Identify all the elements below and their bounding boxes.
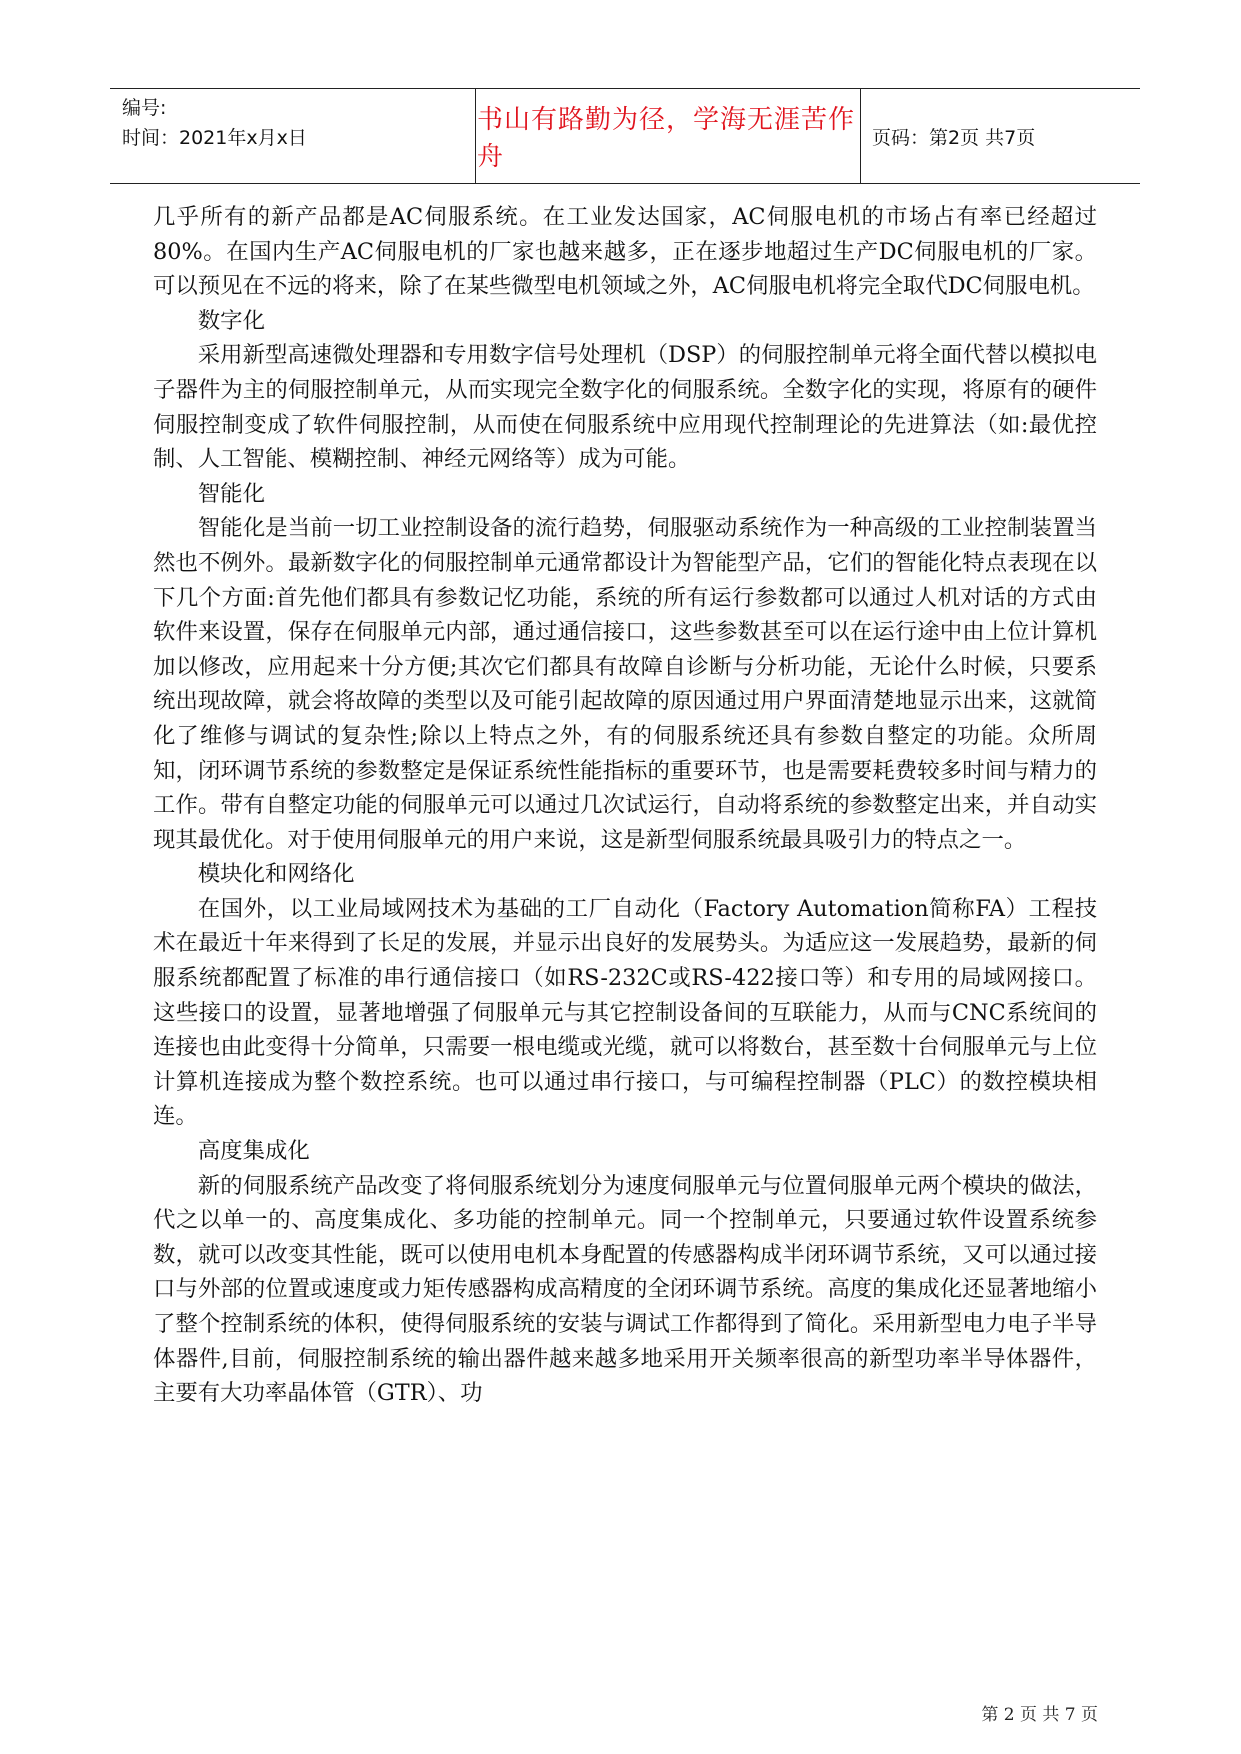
document-body bbox=[153, 200, 1097, 1411]
body-paragraph: 新的伺服系统产品改变了将伺服系统划分为速度伺服单元与位置伺服单元两个模块的做法，代之以单一的、高度集成化、多功能的控制单元。同一个控制单元，只要通过软件设置系统参数，就可以改变其性能，既可以使用电机本身配置的传感器构成半闭环调节系统，又可以通过接口与外部的位置或速度或力矩传感器构成高精度的全闭环调节系统。高度的集成化还显著地缩小了整个控制系统的体积，使得伺服系统的安装与调试工作都得到了简化。采用新型电力电子半导体器件,目前，伺服控制系统的输出器件越来越多地采用开关频率很高的新型功率半导体器件，主要有大功率晶体管（GTR）、功 bbox=[153, 1172, 1097, 1407]
body-paragraph: 采用新型高速微处理器和专用数字信号处理机（DSP）的伺服控制单元将全面代替以模拟电子器件为主的伺服控制单元，从而实现完全数字化的伺服系统。全数字化的实现，将原有的硬件伺服控制变成了软件伺服控制，从而使在伺服系统中应用现代控制理论的先进算法（如:最优控制、人工智能、模糊控制、神经元网络等）成为可能。 bbox=[153, 342, 1097, 473]
section-heading-modular-network: 模块化和网络化 bbox=[197, 861, 355, 888]
header-divider bbox=[475, 89, 476, 183]
document-date-label: 时间：2021年x月x日 bbox=[122, 127, 307, 149]
section-heading-intelligence: 智能化 bbox=[197, 480, 265, 507]
section-heading-digitalization: 数字化 bbox=[197, 307, 265, 334]
header-divider bbox=[860, 89, 861, 183]
header-meta bbox=[122, 93, 462, 153]
page-header bbox=[110, 88, 1140, 184]
section-heading-integration: 高度集成化 bbox=[197, 1138, 310, 1165]
document-number-label: 编号: bbox=[122, 97, 167, 119]
header-motto: 书山有路勤为径，学海无涯苦作舟 bbox=[477, 105, 856, 172]
body-paragraph: 智能化是当前一切工业控制设备的流行趋势，伺服驱动系统作为一种高级的工业控制装置当然也不例外。最新数字化的伺服控制单元通常都设计为智能型产品，它们的智能化特点表现在以下几个方面:首先他们都具有参数记忆功能，系统的所有运行参数都可以通过人机对话的方式由软件来设置，保存在伺服单元内部，通过通信接口，这些参数甚至可以在运行途中由上位计算机加以修改，应用起来十分方便;其次它们都具有故障自诊断与分析功能，无论什么时候，只要系统出现故障，就会将故障的类型以及可能引起故障的原因通过用户界面清楚地显示出来，这就简化了维修与调试的复杂性;除以上特点之外，有的伺服系统还具有参数自整定的功能。众所周知，闭环调节系统的参数整定是保证系统性能指标的重要环节，也是需要耗费较多时间与精力的工作。带有自整定功能的伺服单元可以通过几次试运行，自动将系统的参数整定出来，并自动实现其最优化。对于使用伺服单元的用户来说，这是新型伺服系统最具吸引力的特点之一。 bbox=[153, 515, 1097, 853]
body-paragraph: 在国外，以工业局域网技术为基础的工厂自动化（Factory Automation简称FA）工程技术在最近十年来得到了长足的发展，并显示出良好的发展势头。为适应这一发展趋势，最新的伺服系统都配置了标准的串行通信接口（如RS-232C或RS-422接口等）和专用的局域网接口。这些接口的设置，显著地增强了伺服单元与其它控制设备间的互联能力，从而与CNC系统间的连接也由此变得十分简单，只需要一根电缆或光缆，就可以将数台，甚至数十台伺服单元与上位计算机连接成为整个数控系统。也可以通过串行接口，与可编程控制器（PLC）的数控模块相连。 bbox=[153, 895, 1097, 1130]
header-page-info: 页码：第2页 共7页 bbox=[872, 126, 1036, 149]
page-footer: 第 2 页 共 7 页 bbox=[981, 1705, 1098, 1725]
body-paragraph: 几乎所有的新产品都是AC伺服系统。在工业发达国家，AC伺服电机的市场占有率已经超过80%。在国内生产AC伺服电机的厂家也越来越多，正在逐步地超过生产DC伺服电机的厂家。可以预见在不远的将来，除了在某些微型电机领域之外，AC伺服电机将完全取代DC伺服电机。 bbox=[153, 204, 1097, 300]
